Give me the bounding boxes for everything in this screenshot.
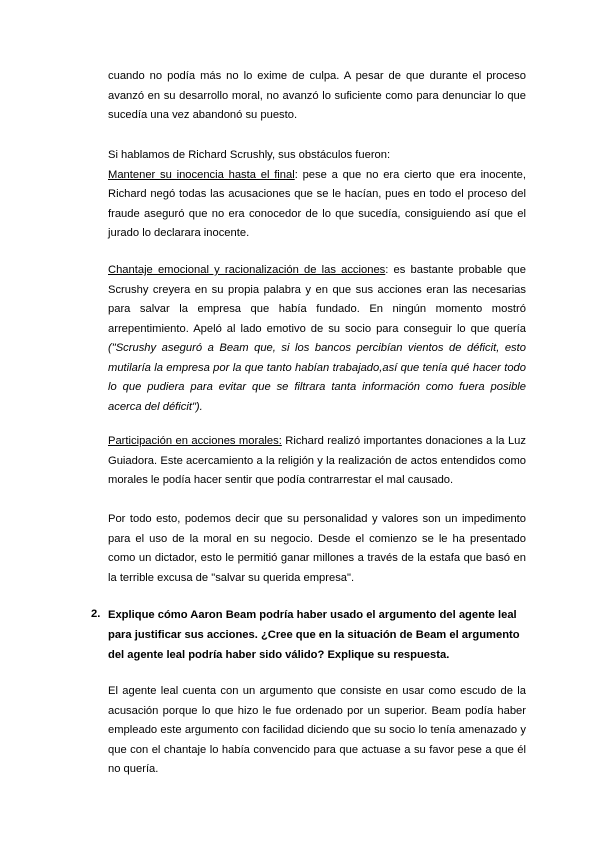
obstacle-text-chantaje: : es bastante probable que Scrushy creyera en su propia palabra y en que sus acciones eran las necesarias para salvar la empresa que había fundado. En ningún momento mostró arrepentimiento. Apeló al lado emotivo de su socio para conseguir lo que quería xyxy=(108,264,526,335)
question-heading: Explique cómo Aaron Beam podría haber usado el argumento del agente leal para justificar sus acciones. ¿Cree que en la situación de Beam el argumento del agente leal podría haber sido válido? Explique su respuesta. xyxy=(108,609,520,661)
paragraph-agente-leal xyxy=(108,682,526,780)
paragraph-culpa xyxy=(108,67,526,126)
obstacle-text-morales: Richard realizó importantes donaciones a la Luz Guiadora. Este acercamiento a la religión y la realización de actos entendidos como morales le podía hacer sentir que podía contrarrestar el mal causado. xyxy=(108,435,526,486)
scrushly-intro: Si hablamos de Richard Scrushly, sus obstáculos fueron: xyxy=(108,149,391,161)
scrushly-quote: ("Scrushy aseguró a Beam que, si los bancos percibían vientos de déficit, esto mutilaría la empresa por la que tanto habían trabajado,así que tenía qué hacer todo lo que pudiera para evitar que se filtrara tanta información como fuera posible acerca del déficit"). xyxy=(108,342,526,413)
agente-leal-text: El agente leal cuenta con un argumento que consiste en usar como escudo de la acusación porque lo que hizo le fue ordenado por un superior. Beam podía haber empleado este argumento con facilidad diciendo que su socio lo tenía amenazado y que con el chantaje lo había convencido para que actuase a su favor pese a que él no quería. xyxy=(108,685,526,775)
obstacle-text-inocencia: : pese a que no era cierto que era inocente, Richard negó todas las acusaciones que se le hacían, pues en todo el proceso del fraude aseguró que no era conocedor de lo que sucedía, consiguiendo así que el jurado lo declarara inocente. xyxy=(108,168,526,239)
paragraph-acciones-morales xyxy=(108,432,526,491)
paragraph-culpa-text: cuando no podía más no lo exime de culpa. A pesar de que durante el proceso avanzó en su desarrollo moral, no avanzó lo suficiente como para denunciar lo que sucedía una vez abandonó su puesto. xyxy=(108,70,526,121)
obstacle-label-inocencia: Mantener su inocencia hasta el final xyxy=(108,168,295,181)
question-number: 2. xyxy=(91,608,101,620)
paragraph-conclusion xyxy=(108,510,526,588)
conclusion-text: Por todo esto, podemos decir que su personalidad y valores son un impedimento para el uso de la moral en su negocio. Desde el comienzo se le ha presentado como un dictador, esto le permitió ganar millones a través de la estafa que basó en la terrible excusa de "salvar su querida empresa". xyxy=(108,513,526,584)
paragraph-scrushly-obstacles xyxy=(108,146,526,244)
obstacle-label-morales: Participación en acciones morales: xyxy=(108,435,282,447)
paragraph-chantaje xyxy=(108,261,526,417)
obstacle-label-chantaje: Chantaje emocional y racionalización de las acciones xyxy=(108,264,386,276)
